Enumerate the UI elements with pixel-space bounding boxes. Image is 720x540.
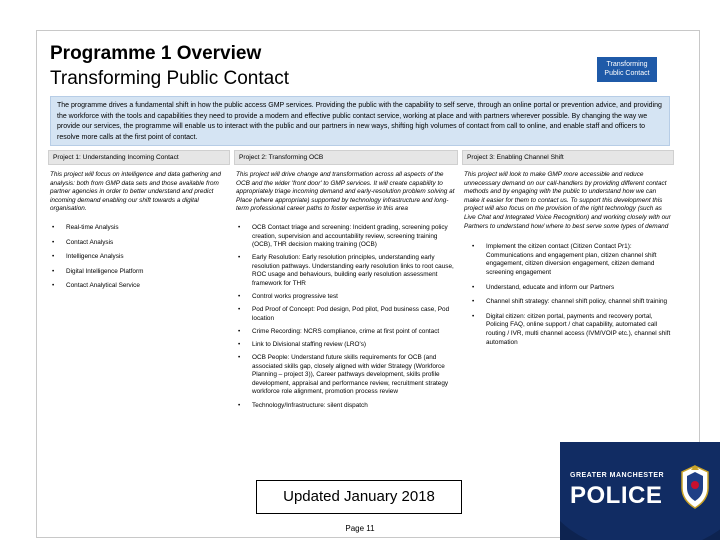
bullet-item: • Control works progressive test <box>236 293 456 302</box>
logo-text-police: POLICE <box>570 482 663 509</box>
logo-text-region: GREATER MANCHESTER <box>570 472 665 479</box>
programme-tag: Transforming Public Contact <box>597 57 657 82</box>
bullet-item: • OCB Contact triage and screening: Incident grading, screening policy creation, supervision and accountability review, screening training (OCB), THR decision making training (OCB) <box>236 224 456 250</box>
bullet-item: • Early Resolution: Early resolution principles, understanding early resolution pathways. Understanding early resolution links to root cause, ROC usage and behaviours, building early resolution assessment framework for THR <box>236 254 456 288</box>
bullet-item: • Digital citizen: citizen portal, payments and recovery portal, Policing FAQ, online support / chat capability, automated call routing / IVR, multi channel access (IVM/VOIP etc.), channel shift automation <box>470 313 672 347</box>
bullet-item: • Pod Proof of Concept: Pod design, Pod pilot, Pod business case, Pod location <box>236 306 456 323</box>
bullet-item: • Digital Intelligence Platform <box>50 268 228 277</box>
bullet-item: • Crime Recording: NCRS compliance, crime at first point of contact <box>236 328 456 337</box>
project-column-2 <box>234 150 458 415</box>
intro-summary: The programme drives a fundamental shift in how the public access GMP services. Providing the public with the capability to self serve, through an online portal or prevention advice, and providing the workforce with the tools and capabilities they need to provide a modern and effective public contact service, working at place and with partners wherever possible. By changing the way we provide our services, the programme will enable us to interact with the public and our partners in new ways, shifting high volumes of contact from call to online, and enable staff and officers to resolve more calls at the first point of contact. <box>50 96 670 146</box>
bullet-item: • Contact Analysis <box>50 239 228 248</box>
project-bullet-list <box>462 243 674 347</box>
project-column-3 <box>462 150 674 353</box>
project-bullet-list <box>234 224 458 410</box>
project-description: This project will drive change and transformation across all aspects of the OCB and the wider 'front door' to GMP services. It will create capability to appropriately triage incoming demand and early-resolution problem solving at Place (where appropriate) supported by technology infrastructure and long-term professional career paths to foster expertise in this area <box>236 171 455 213</box>
page-subtitle: Transforming Public Contact <box>50 68 290 89</box>
project-header: Project 2: Transforming OCB <box>234 150 458 165</box>
project-bullet-list <box>48 224 230 291</box>
title-block <box>50 42 289 90</box>
project-description: This project will focus on intelligence and data gathering and analysis: both from GMP data sets and those available from partner agencies in order to better understand and predict incoming demand enabling our shift towards a digital organisation. <box>50 171 221 213</box>
bullet-item: • Implement the citizen contact (Citizen Contact Pr1): Communications and engagement plan, citizen channel shift engagement, citizen diversion engagement, citizen demand screening engagement <box>470 243 672 277</box>
bullet-item: • Link to Divisional staffing review (LRO's) <box>236 341 456 350</box>
bullet-item: • Real-time Analysis <box>50 224 228 233</box>
bullet-item: • Channel shift strategy: channel shift policy, channel shift training <box>470 298 672 307</box>
updated-label: Updated January 2018 <box>256 480 462 514</box>
project-description: This project will look to make GMP more accessible and reduce unnecessary demand on our call-handlers by providing different contact methods and by engaging with the public to understand how we can make it easier for them to contact us. To support this development this project will also focus on the provision of the right technology (such as Live Chat and Integrated Voice Recognition) and working closely with our Partners to understand how/ where to best serve some types of demand <box>464 171 671 230</box>
page-number: Page 11 <box>345 524 375 533</box>
project-column-1 <box>48 150 230 297</box>
bullet-item: • Contact Analytical Service <box>50 282 228 291</box>
bullet-item: • Intelligence Analysis <box>50 253 228 262</box>
project-header: Project 1: Understanding Incoming Contact <box>48 150 230 165</box>
project-header: Project 3: Enabling Channel Shift <box>462 150 674 165</box>
bullet-item: • Technology/Infrastructure: silent dispatch <box>236 402 456 411</box>
bullet-item: • Understand, educate and inform our Partners <box>470 284 672 293</box>
bullet-item: • OCB People: Understand future skills requirements for OCB (and associated skills gap, closely aligned with wider Strategy (Workforce Planning – project 3)), Career pathways development, skills profile development, appraisal and performance review, recruitment strategy workforce role alignment, promotion process review <box>236 354 456 397</box>
page-title: Programme 1 Overview <box>50 43 262 64</box>
police-crest-icon <box>678 464 712 510</box>
